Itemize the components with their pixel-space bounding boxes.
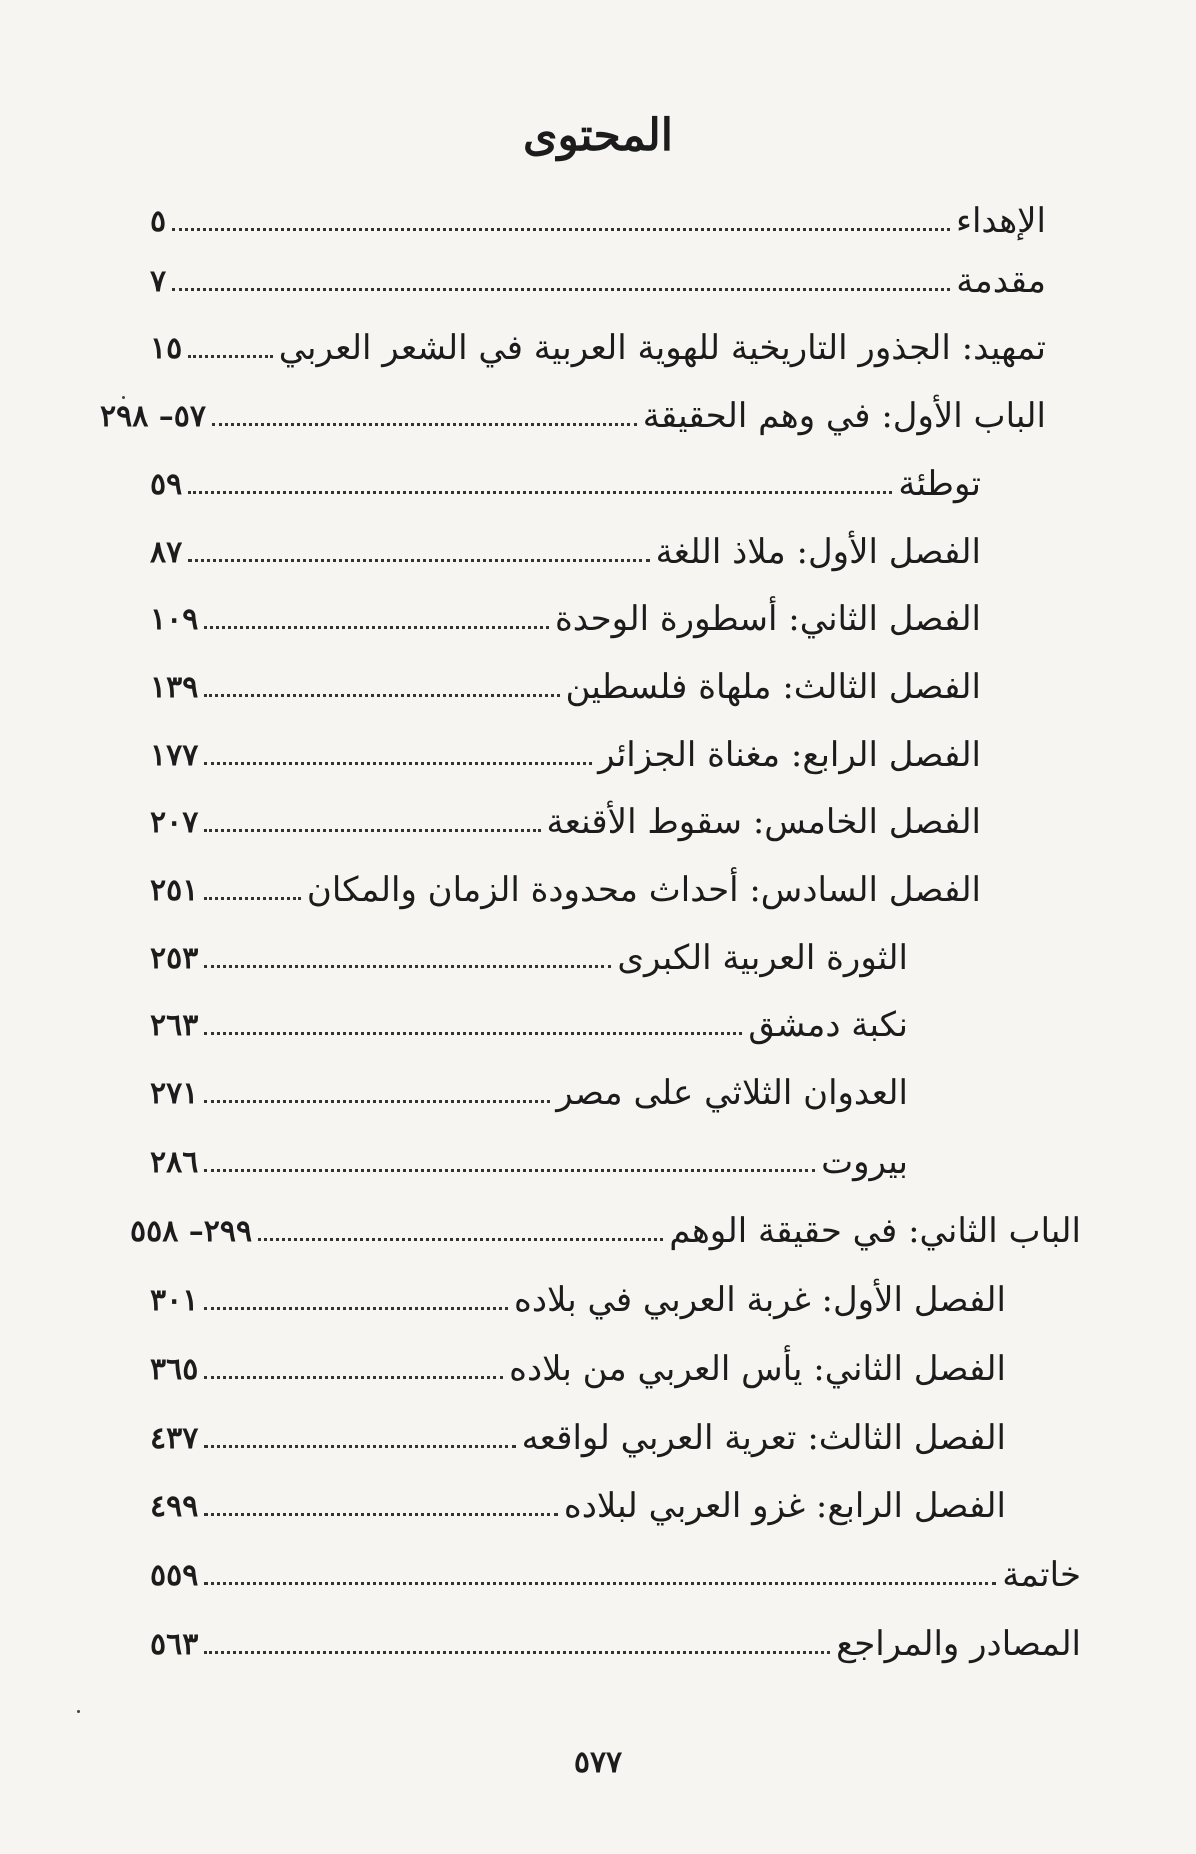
- dot-leader: [258, 1238, 663, 1241]
- toc-entry-page: ٣٠١: [150, 1282, 199, 1318]
- dot-leader: [204, 1307, 508, 1310]
- toc-entry: [150, 514, 981, 574]
- toc-entry-page: ١٣٩: [150, 669, 199, 705]
- toc-entry-page: ٢٥١: [150, 872, 199, 908]
- toc-entry-label: الفصل الرابع: غزو العربي لبلاده: [563, 1485, 1006, 1526]
- page-number: ٥٧٧: [573, 1745, 623, 1780]
- toc-entry: [150, 581, 981, 641]
- dot-leader: [204, 1032, 742, 1035]
- toc-entry-label: الفصل الأول: ملاذ اللغة: [655, 531, 981, 572]
- paper-speck: [122, 396, 125, 399]
- toc-entry-label: العدوان الثلاثي على مصر: [556, 1072, 908, 1113]
- dot-leader: [204, 762, 592, 765]
- toc-entry-label: الفصل الثالث: ملهاة فلسطين: [565, 666, 981, 707]
- toc-entry: [150, 987, 908, 1047]
- toc-entry-page: ٢٥٣: [150, 940, 199, 976]
- toc-entry-page: ١٠٩: [150, 601, 199, 637]
- toc-entry-label: الفصل الرابع: مغناة الجزائر: [598, 734, 981, 775]
- toc-entry-label: الفصل الثاني: أسطورة الوحدة: [554, 598, 981, 639]
- toc-entry-label: الباب الثاني: في حقيقة الوهم: [669, 1210, 1081, 1251]
- toc-entry-page: ٥: [150, 203, 167, 239]
- toc-entry-label: خاتمة: [1002, 1554, 1081, 1595]
- toc-entry: [150, 1537, 1081, 1597]
- dot-leader: [204, 1582, 996, 1585]
- toc-entry-label: توطئة: [898, 463, 981, 504]
- dot-leader: [204, 1445, 515, 1448]
- toc-entry-label: تمهيد: الجذور التاريخية للهوية العربية في الشعر العربي: [278, 327, 1046, 368]
- toc-entry-label: الفصل الخامس: سقوط الأقنعة: [546, 801, 981, 842]
- toc-entry-page: ٤٩٩: [150, 1488, 199, 1524]
- toc-entry-label: الثورة العربية الكبرى: [617, 937, 908, 978]
- toc-entry: [150, 1055, 908, 1115]
- toc-entry-label: نكبة دمشق: [748, 1004, 908, 1045]
- toc-entry: [150, 784, 981, 844]
- dot-leader: [188, 491, 892, 494]
- toc-entry-page: ٤٣٧: [150, 1420, 199, 1456]
- toc-entry: [150, 1124, 908, 1184]
- toc-entry: [150, 852, 981, 912]
- toc-entry-page: ٧: [150, 263, 167, 299]
- toc-entry: [150, 243, 1046, 303]
- toc-entry: [150, 1331, 1006, 1391]
- toc-entry: [150, 446, 981, 506]
- dot-leader: [204, 1513, 558, 1516]
- dot-leader: [204, 897, 301, 900]
- toc-entry-label: الفصل الأول: غربة العربي في بلاده: [514, 1279, 1006, 1320]
- toc-entry-page: ١٥: [150, 330, 183, 366]
- toc-entry-page: ٢٩٩– ٥٥٨: [130, 1213, 253, 1249]
- toc-entry-page: ٥٩: [150, 466, 183, 502]
- toc-entry-page: ٢٠٧: [150, 804, 199, 840]
- toc-entry: [150, 1262, 1006, 1322]
- toc-entry-page: ٥٦٣: [150, 1626, 199, 1662]
- dot-leader: [204, 965, 611, 968]
- dot-leader: [204, 829, 540, 832]
- toc-entry-label: الفصل السادس: أحداث محدودة الزمان والمكان: [306, 869, 981, 910]
- toc-entry: [150, 920, 908, 980]
- toc-entry-page: ٥٧– ٢٩٨: [100, 398, 207, 434]
- toc-entry-page: ٣٦٥: [150, 1351, 199, 1387]
- dot-leader: [188, 559, 649, 562]
- dot-leader: [188, 355, 272, 358]
- toc-entry: [150, 649, 981, 709]
- toc-entry: [100, 378, 1046, 438]
- toc-entry: [150, 1606, 1081, 1666]
- toc-entry: [150, 310, 1046, 370]
- dot-leader: [204, 1100, 550, 1103]
- toc-entry: [150, 1400, 1006, 1460]
- toc-entry-label: الإهداء: [955, 200, 1046, 241]
- dot-leader: [204, 1376, 503, 1379]
- dot-leader: [204, 694, 559, 697]
- dot-leader: [212, 423, 637, 426]
- toc-entry: [150, 183, 1046, 243]
- toc-entry-page: ١٧٧: [150, 737, 199, 773]
- toc-entry-label: المصادر والمراجع: [836, 1623, 1081, 1664]
- toc-entry-label: الفصل الثاني: يأس العربي من بلاده: [509, 1348, 1006, 1389]
- toc-entry-page: ٢٨٦: [150, 1144, 199, 1180]
- toc-entry: [150, 717, 981, 777]
- toc-entry-label: الباب الأول: في وهم الحقيقة: [642, 395, 1046, 436]
- toc-entry-label: بيروت: [821, 1141, 908, 1182]
- toc-entry-label: الفصل الثالث: تعرية العربي لواقعه: [521, 1417, 1006, 1458]
- dot-leader: [172, 228, 950, 231]
- toc-entry-page: ٥٥٩: [150, 1557, 199, 1593]
- dot-leader: [204, 1169, 815, 1172]
- dot-leader: [204, 1651, 830, 1654]
- paper-speck: [77, 1710, 80, 1713]
- toc-entry-label: مقدمة: [956, 260, 1046, 301]
- toc-entry-page: ٨٧: [150, 534, 183, 570]
- toc-entry: [130, 1193, 1081, 1253]
- toc-entry: [150, 1468, 1006, 1528]
- page-title: المحتوى: [523, 110, 673, 161]
- dot-leader: [172, 288, 950, 291]
- dot-leader: [204, 626, 549, 629]
- toc-entry-page: ٢٧١: [150, 1075, 199, 1111]
- toc-entry-page: ٢٦٣: [150, 1007, 199, 1043]
